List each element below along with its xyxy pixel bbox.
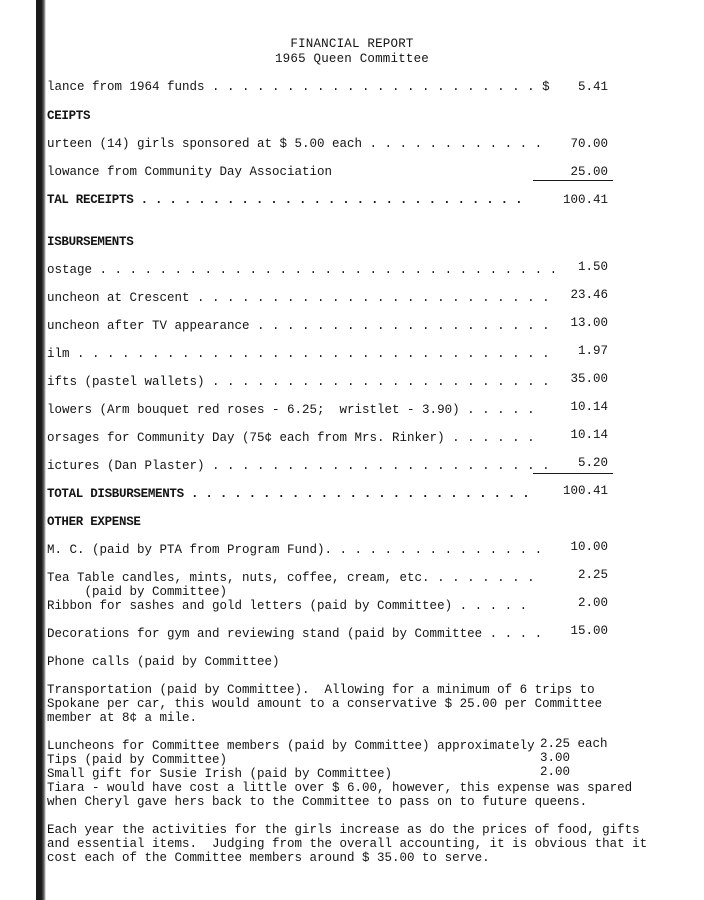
- misc-amount: 2.00: [540, 765, 571, 779]
- disbursement-item: ilm . . . . . . . . . . . . . . . . . . . . . . . . . . . . . . . .: [47, 347, 550, 361]
- disbursement-item: orsages for Community Day (75¢ each from Mrs. Rinker) . . . . . .: [47, 431, 535, 445]
- binding-edge-shadow: [36, 0, 46, 900]
- other-expense-heading: OTHER EXPENSE: [47, 515, 141, 529]
- receipt-amount: 70.00: [570, 137, 608, 151]
- expense-item-note: (paid by Committee): [47, 585, 228, 599]
- disbursements-heading: ISBURSEMENTS: [47, 235, 134, 249]
- expense-item: Phone calls (paid by Committee): [47, 655, 280, 669]
- transportation-line: Transportation (paid by Committee). Allowing for a minimum of 6 trips to: [47, 683, 595, 697]
- expense-amount: 2.25: [577, 568, 608, 582]
- misc-line: Small gift for Susie Irish (paid by Committee): [47, 767, 393, 781]
- disbursement-amount: 23.46: [570, 288, 608, 302]
- expense-item: Tea Table candles, mints, nuts, coffee, cream, etc. . . . . . . .: [47, 571, 535, 585]
- closing-line: cost each of the Committee members around $ 35.00 to serve.: [47, 851, 490, 865]
- misc-amount: 3.00: [540, 751, 571, 765]
- disbursement-item: uncheon after TV appearance . . . . . . . . . . . . . . . . . . . .: [47, 319, 550, 333]
- closing-line: Each year the activities for the girls increase as do the prices of food, gifts: [47, 823, 640, 837]
- receipts-heading: CEIPTS: [47, 109, 91, 123]
- receipt-amount: 25.00: [570, 165, 608, 179]
- disbursement-item: lowers (Arm bouquet red roses - 6.25; wristlet - 3.90) . . . . .: [47, 403, 535, 417]
- expense-item: Ribbon for sashes and gold letters (paid by Committee) . . . . .: [47, 599, 528, 613]
- disbursement-amount: 5.20: [577, 456, 608, 470]
- disbursement-item: ictures (Dan Plaster) . . . . . . . . . . . . . . . . . . . . . . .: [47, 459, 550, 473]
- total-disbursements-label: TOTAL DISBURSEMENTS . . . . . . . . . . . . . . . . . . . . . . . .: [47, 487, 530, 501]
- expense-item: Decorations for gym and reviewing stand (paid by Committee . . . .: [47, 627, 543, 641]
- closing-line: and essential items. Judging from the overall accounting, it is obvious that it: [47, 837, 648, 851]
- balance-label: lance from 1964 funds . . . . . . . . . . . . . . . . . . . . . . $: [47, 80, 550, 94]
- total-receipts-amount: 100.41: [562, 193, 608, 207]
- disbursement-amount: 10.14: [570, 428, 608, 442]
- disbursement-amount: 1.97: [577, 344, 608, 358]
- misc-amount: 2.25 each: [540, 737, 608, 751]
- misc-line: Luncheons for Committee members (paid by Committee) approximately: [47, 739, 535, 753]
- total-receipts-label: TAL RECEIPTS . . . . . . . . . . . . . . . . . . . . . . . . . . .: [47, 193, 523, 207]
- disbursement-amount: 13.00: [570, 316, 608, 330]
- expense-amount: 15.00: [570, 624, 608, 638]
- disbursement-amount: 35.00: [570, 372, 608, 386]
- receipt-item: urteen (14) girls sponsored at $ 5.00 each . . . . . . . . . . . .: [47, 137, 543, 151]
- disbursement-item: ifts (pastel wallets) . . . . . . . . . . . . . . . . . . . . . . .: [47, 375, 550, 389]
- subtotal-rule: [533, 180, 613, 181]
- disbursement-amount: 1.50: [577, 260, 608, 274]
- receipt-item: lowance from Community Day Association: [47, 165, 333, 179]
- balance-amount: 5.41: [577, 80, 608, 94]
- subtotal-rule: [533, 473, 613, 474]
- expense-item: M. C. (paid by PTA from Program Fund). . . . . . . . . . . . . . .: [47, 543, 543, 557]
- expense-amount: 10.00: [570, 540, 608, 554]
- misc-line: Tiara - would have cost a little over $ 6.00, however, this expense was spared: [47, 781, 633, 795]
- expense-amount: 2.00: [577, 596, 608, 610]
- report-title: FINANCIAL REPORT: [290, 37, 414, 51]
- transportation-line: Spokane per car, this would amount to a conservative $ 25.00 per Committee: [47, 697, 603, 711]
- total-disbursements-amount: 100.41: [562, 484, 608, 498]
- misc-line: when Cheryl gave hers back to the Committee to pass on to future queens.: [47, 795, 588, 809]
- report-subtitle: 1965 Queen Committee: [274, 52, 430, 66]
- disbursement-item: uncheon at Crescent . . . . . . . . . . . . . . . . . . . . . . . .: [47, 291, 550, 305]
- disbursement-item: ostage . . . . . . . . . . . . . . . . . . . . . . . . . . . . . . .: [47, 263, 558, 277]
- disbursement-amount: 10.14: [570, 400, 608, 414]
- misc-line: Tips (paid by Committee): [47, 753, 228, 767]
- transportation-line: member at 8¢ a mile.: [47, 711, 198, 725]
